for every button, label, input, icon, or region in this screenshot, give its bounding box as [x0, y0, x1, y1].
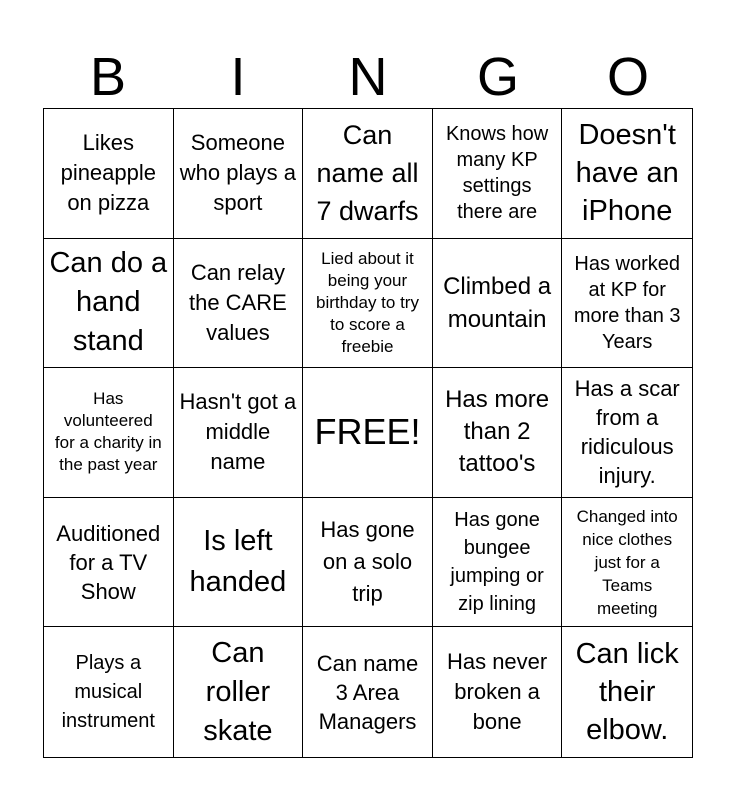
- bingo-board: [43, 108, 693, 758]
- cell-text: Can name all 7 dwarfs: [316, 120, 419, 227]
- cell-text: Has more than 2 tattoo's: [445, 386, 550, 478]
- bingo-cell[interactable]: [433, 368, 563, 498]
- header-letter-o: O: [606, 47, 649, 107]
- cell-text: Plays a musical instrument: [61, 651, 155, 732]
- cell-text: Lied about it being your birthday to try to score a freebie: [315, 248, 419, 356]
- bingo-cell[interactable]: [433, 627, 563, 757]
- cell-text: Auditioned for a TV Show: [56, 520, 161, 604]
- cell-text: Can relay the CARE values: [188, 259, 287, 345]
- cell-text: Knows how many KP settings there are: [445, 123, 549, 224]
- bingo-cell[interactable]: [303, 109, 433, 239]
- cell-text: Likes pineapple on pizza: [60, 130, 157, 216]
- cell-text: Can lick their elbow.: [575, 638, 679, 747]
- bingo-cell[interactable]: [174, 368, 304, 498]
- bingo-cell[interactable]: [303, 498, 433, 628]
- bingo-cell[interactable]: [44, 498, 174, 628]
- bingo-cell[interactable]: [433, 498, 563, 628]
- cell-text: Has gone bungee jumping or zip lining: [450, 509, 544, 616]
- cell-text: Someone who plays a sport: [179, 130, 296, 216]
- header-letter-g: G: [476, 47, 519, 107]
- cell-text: Has never broken a bone: [446, 649, 548, 735]
- cell-text: Can roller skate: [203, 636, 273, 747]
- cell-text: Has a scar from a ridiculous injury.: [574, 376, 680, 489]
- bingo-cell[interactable]: [562, 368, 692, 498]
- cell-text: Doesn't have an iPhone: [575, 119, 679, 228]
- bingo-cell[interactable]: [174, 109, 304, 239]
- bingo-cell[interactable]: [174, 627, 304, 757]
- header-letter-n: N: [348, 47, 388, 107]
- cell-text: Has worked at KP for more than 3 Years: [573, 252, 681, 353]
- bingo-cell[interactable]: [44, 368, 174, 498]
- header-letter-b: B: [89, 47, 127, 107]
- bingo-cell[interactable]: [433, 239, 563, 369]
- bingo-cell[interactable]: [303, 627, 433, 757]
- free-space[interactable]: [303, 368, 433, 498]
- bingo-cell[interactable]: [562, 109, 692, 239]
- free-space-text: FREE!: [314, 411, 421, 453]
- bingo-cell[interactable]: [562, 627, 692, 757]
- cell-text: Can do a hand stand: [49, 247, 168, 358]
- cell-text: Changed into nice clothes just for a Teams meeting: [576, 506, 678, 618]
- bingo-cell[interactable]: [44, 239, 174, 369]
- cell-text: Has gone on a solo trip: [320, 517, 415, 607]
- cell-text: Is left handed: [189, 525, 287, 599]
- cell-text: Climbed a mountain: [443, 272, 552, 333]
- cell-text: Has volunteered for a charity in the past year: [54, 389, 162, 475]
- bingo-cell[interactable]: [174, 498, 304, 628]
- bingo-cell[interactable]: [44, 627, 174, 757]
- bingo-cell[interactable]: [303, 239, 433, 369]
- bingo-cell[interactable]: [44, 109, 174, 239]
- bingo-cell[interactable]: [174, 239, 304, 369]
- bingo-header: [43, 44, 693, 108]
- bingo-cell[interactable]: [562, 498, 692, 628]
- bingo-cell[interactable]: [562, 239, 692, 369]
- cell-text: Can name 3 Area Managers: [316, 650, 419, 734]
- bingo-cell[interactable]: [433, 109, 563, 239]
- header-letter-i: I: [230, 47, 246, 107]
- cell-text: Hasn't got a middle name: [179, 389, 297, 475]
